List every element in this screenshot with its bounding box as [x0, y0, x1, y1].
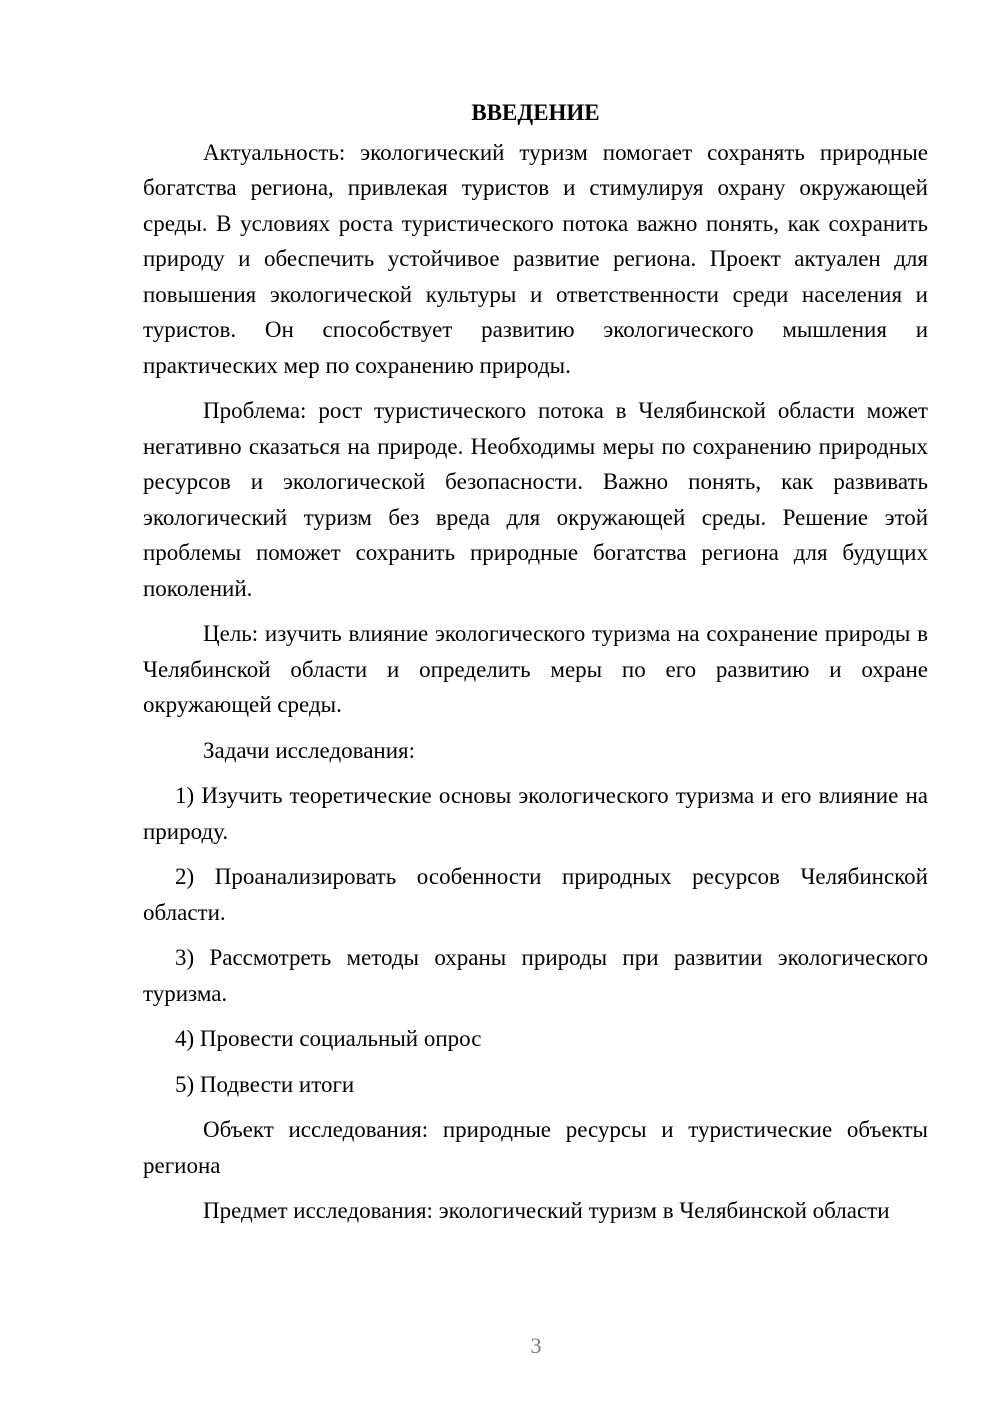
task-item-1: 1) Изучить теоретические основы экологического туризма и его влияние на природу.: [143, 783, 928, 844]
tasks-heading: Задачи исследования:: [203, 737, 416, 763]
task-item-5: 5) Подвести итоги: [175, 1071, 355, 1097]
task-item-3: 3) Рассмотреть методы охраны природы при развитии экологического туризма.: [143, 945, 928, 1006]
page-title: ВВЕДЕНИЕ: [471, 100, 600, 125]
paragraph-relevance: Актуальность: экологический туризм помогает сохранять природные богатства региона, привлекая туристов и стимулируя охрану окружающей среды. В условиях роста туристического потока важно понять, как сохранить природу и обеспечить устойчивое развитие региона. Проект актуален для повышения экологической культуры и ответственности среди населения и туристов. Он способствует развитию экологического мышления и практических мер по сохранению природы.: [143, 139, 928, 378]
paragraph-subject: Предмет исследования: экологический туризм в Челябинской области: [203, 1198, 890, 1223]
paragraph-goal: Цель: изучить влияние экологического туризма на сохранение природы в Челябинской области и определить меры по его развитию и охране окружающей среды.: [143, 621, 928, 717]
paragraph-object: Объект исследования: природные ресурсы и туристические объекты региона: [143, 1117, 928, 1178]
paragraph-problem: Проблема: рост туристического потока в Челябинской области может негативно сказаться на природе. Необходимы меры по сохранению природных ресурсов и экологической безопасности. Важно понять, как развивать экологический туризм без вреда для окружающей среды. Решение этой проблемы поможет сохранить природные богатства региона для будущих поколений.: [143, 398, 928, 601]
task-item-4: 4) Провести социальный опрос: [175, 1026, 482, 1051]
page-content: [143, 95, 928, 1239]
page-number: 3: [530, 1333, 542, 1358]
task-item-2: 2) Проанализировать особенности природных ресурсов Челябинской области.: [143, 864, 928, 925]
